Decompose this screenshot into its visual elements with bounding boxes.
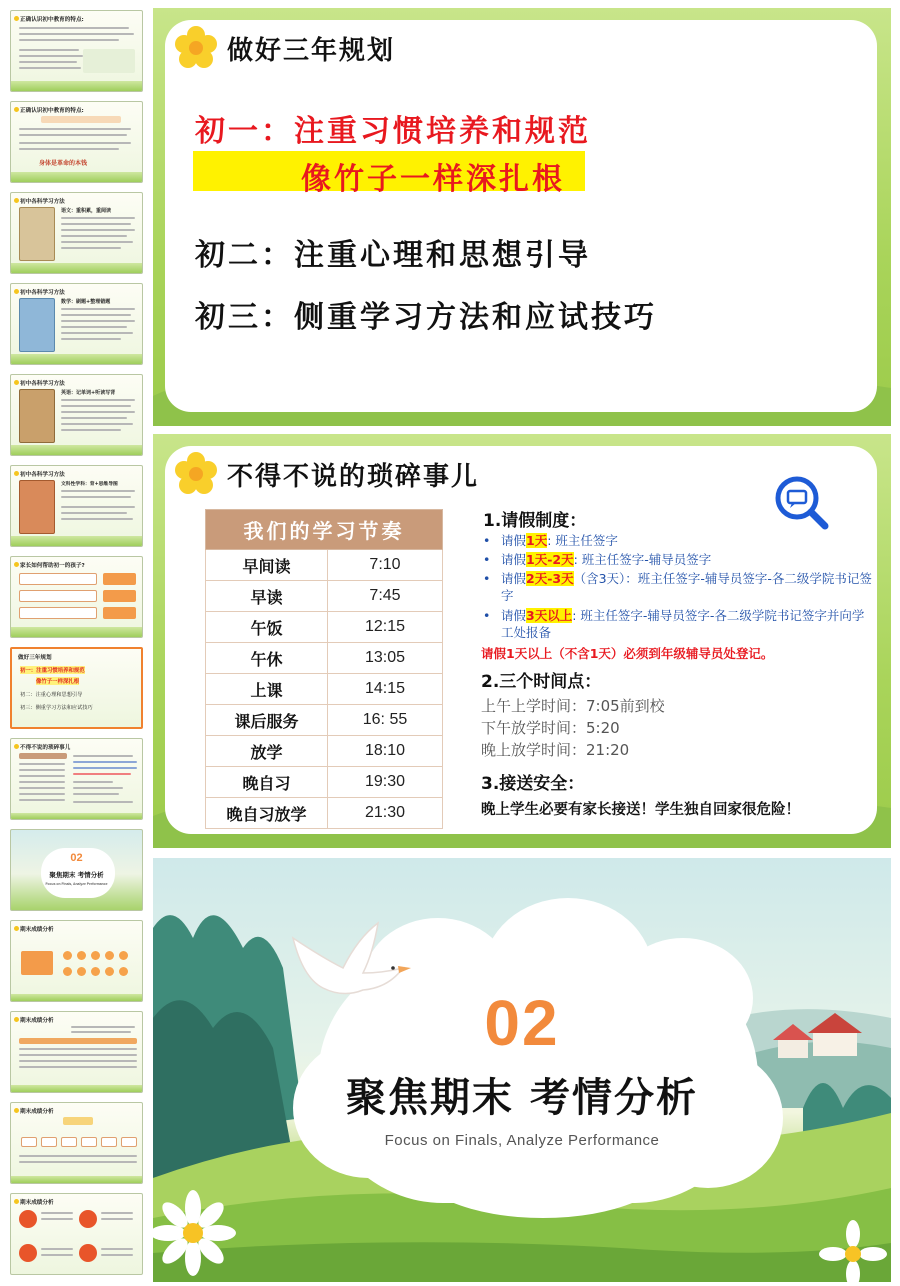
flower-icon [14, 1017, 19, 1022]
flower-icon [14, 198, 19, 203]
flower-icon [14, 16, 19, 21]
slide-thumbnail-13[interactable] [10, 1102, 143, 1184]
schedule-item: 上课 [206, 674, 328, 705]
time-points-heading: 2.三个时间点： [481, 672, 602, 692]
slide-thumbnail-1[interactable] [10, 10, 143, 92]
schedule-time: 13:05 [328, 643, 443, 674]
thumbnail-subtitle: Focus on Finals, Analyze Performance [45, 882, 108, 886]
slide-thumbnail-panel [0, 0, 150, 1286]
leave-rule-item: • 请假3天以上: 班主任签字-辅导员签字-各二级学院书记签字并向学工处报备 [483, 608, 865, 640]
slide-thumbnail-7[interactable] [10, 556, 143, 638]
schedule-time: 21:30 [328, 798, 443, 829]
textbook-icon [19, 480, 55, 534]
slide-thumbnail-6[interactable] [10, 465, 143, 547]
table-row [206, 612, 443, 643]
flower-icon [14, 926, 19, 931]
thumbnail-title: 期末成绩分析 [20, 1018, 54, 1024]
table-header: 我们的学习节奏 [206, 510, 443, 550]
plan-grade-one: 初一：注重习惯培养和规范 [195, 114, 591, 149]
thumbnail-title: 初中各科学习方法 [20, 381, 65, 387]
slide-thumbnail-9[interactable] [10, 738, 143, 820]
slide-thumbnail-5[interactable] [10, 374, 143, 456]
thumbnail-title: 期末成绩分析 [20, 1109, 54, 1115]
plan-grade-one-motto: 像竹子一样深扎根 [301, 162, 565, 197]
schedule-item: 早读 [206, 581, 328, 612]
schedule-item: 放学 [206, 736, 328, 767]
cloud-shape [413, 1108, 673, 1218]
flower-icon [14, 289, 19, 294]
textbook-icon [19, 207, 55, 261]
slide-misc-matters [153, 434, 891, 848]
thumbnail-title: 初中各科学习方法 [20, 472, 65, 478]
table-row [206, 643, 443, 674]
thumbnail-title: 做好三年规划 [18, 655, 52, 661]
table-row [206, 767, 443, 798]
thumbnail-tag: 文科性学科：背+思维导图 [61, 482, 118, 487]
study-schedule-table [205, 509, 443, 829]
schedule-item: 早间读 [206, 550, 328, 581]
schedule-time: 18:10 [328, 736, 443, 767]
safety-text: 晚上学生必要有家长接送！学生独自回家很危险！ [481, 802, 800, 818]
thumbnail-line: 像竹子一样深扎根 [36, 679, 80, 685]
slide-thumbnail-12[interactable] [10, 1011, 143, 1093]
schedule-time: 19:30 [328, 767, 443, 798]
thumbnail-caption: 身体是革命的本钱 [39, 160, 88, 167]
thumbnail-tag: 语文：重积累，重阅读 [61, 208, 112, 214]
flower-icon [14, 1199, 19, 1204]
magnifier-chat-icon [773, 474, 831, 532]
leave-rule-item: • 请假1天: 班主任签字 [483, 533, 618, 548]
slide-thumbnail-2[interactable] [10, 101, 143, 183]
table-row [206, 581, 443, 612]
schedule-time: 12:15 [328, 612, 443, 643]
slide-thumbnail-4[interactable] [10, 283, 143, 365]
slide-title: 不得不说的琐碎事儿 [227, 462, 480, 492]
schedule-item: 晚自习 [206, 767, 328, 798]
table-row [206, 736, 443, 767]
thumbnail-title: 正确认识初中教育的特点: [20, 17, 84, 23]
slide-title: 做好三年规划 [227, 36, 396, 66]
schedule-time: 7:10 [328, 550, 443, 581]
plan-grade-three: 初三：侧重学习方法和应试技巧 [195, 300, 657, 335]
flower-icon [14, 1108, 19, 1113]
slide-section-02 [153, 858, 891, 1282]
thumbnail-tag: 数学：刷题+整理错题 [61, 299, 111, 305]
leave-rule-item: • 请假1天-2天: 班主任签字-辅导员签字 [483, 552, 712, 567]
table-row [206, 798, 443, 829]
time-point: 晚上放学时间：21:20 [481, 741, 630, 759]
schedule-time: 16: 55 [328, 705, 443, 736]
flower-icon [14, 107, 19, 112]
table-row [206, 705, 443, 736]
section-number: 02 [484, 987, 560, 1059]
section-title: 聚焦期末 考情分析 [346, 1075, 698, 1121]
thumbnail-title: 家长如何帮助初一的孩子? [20, 563, 85, 569]
slide-thumbnail-8[interactable] [10, 647, 143, 729]
flower-icon [14, 562, 19, 567]
thumbnail-title: 正确认识初中教育的特点: [20, 108, 84, 114]
thumbnail-title: 初中各科学习方法 [20, 290, 65, 296]
thumbnail-title: 不得不说的琐碎事儿 [20, 745, 71, 751]
schedule-time: 14:15 [328, 674, 443, 705]
schedule-item: 午饭 [206, 612, 328, 643]
flower-icon [14, 744, 19, 749]
thumbnail-title: 初中各科学习方法 [20, 199, 65, 205]
flower-icon [173, 25, 219, 71]
thumbnail-title: 期末成绩分析 [20, 927, 54, 933]
thumbnail-title: 聚焦期末 考情分析 [49, 871, 104, 879]
schedule-item: 午休 [206, 643, 328, 674]
time-point: 下午放学时间：5:20 [481, 719, 620, 737]
flower-icon [14, 471, 19, 476]
thumbnail-number: 02 [70, 852, 83, 864]
table-row [206, 550, 443, 581]
schedule-item: 课后服务 [206, 705, 328, 736]
daisy-icon [153, 1188, 243, 1282]
leave-policy-heading: 1.请假制度： [483, 511, 587, 531]
flower-icon [173, 451, 219, 497]
plan-grade-two: 初二：注重心理和思想引导 [195, 238, 591, 273]
leave-warning: 请假1天以上（不含1天）必须到年级辅导员处登记。 [481, 646, 774, 661]
section-subtitle: Focus on Finals, Analyze Performance [384, 1132, 660, 1149]
slide-thumbnail-11[interactable] [10, 920, 143, 1002]
slide-three-year-plan [153, 8, 891, 426]
thumbnail-title: 期末成绩分析 [20, 1200, 54, 1206]
thumbnail-line: 初二：注重心理和思想引导 [20, 692, 83, 698]
table-row [206, 674, 443, 705]
thumbnail-line: 初三：侧重学习方法和应试技巧 [20, 705, 93, 711]
thumbnail-tag: 英语：记单词+听读写背 [61, 390, 116, 396]
leave-rule-item: • 请假2天-3天（含3天）：班主任签字-辅导员签字-各二级学院书记签字 [483, 571, 872, 603]
textbook-icon [19, 298, 55, 352]
thumbnail-line: 初一：注重习惯培养和规范 [20, 668, 85, 674]
schedule-item: 晚自习放学 [206, 798, 328, 829]
slide-thumbnail-10[interactable] [10, 829, 143, 911]
slide-thumbnail-3[interactable] [10, 192, 143, 274]
textbook-icon [19, 389, 55, 443]
slide-content-card [165, 20, 877, 412]
slide-thumbnail-14[interactable] [10, 1193, 143, 1275]
daisy-icon [815, 1218, 891, 1282]
schedule-time: 7:45 [328, 581, 443, 612]
flower-icon [14, 380, 19, 385]
safety-heading: 3.接送安全： [481, 774, 585, 794]
time-point: 上午上学时间：7:05前到校 [481, 697, 665, 715]
